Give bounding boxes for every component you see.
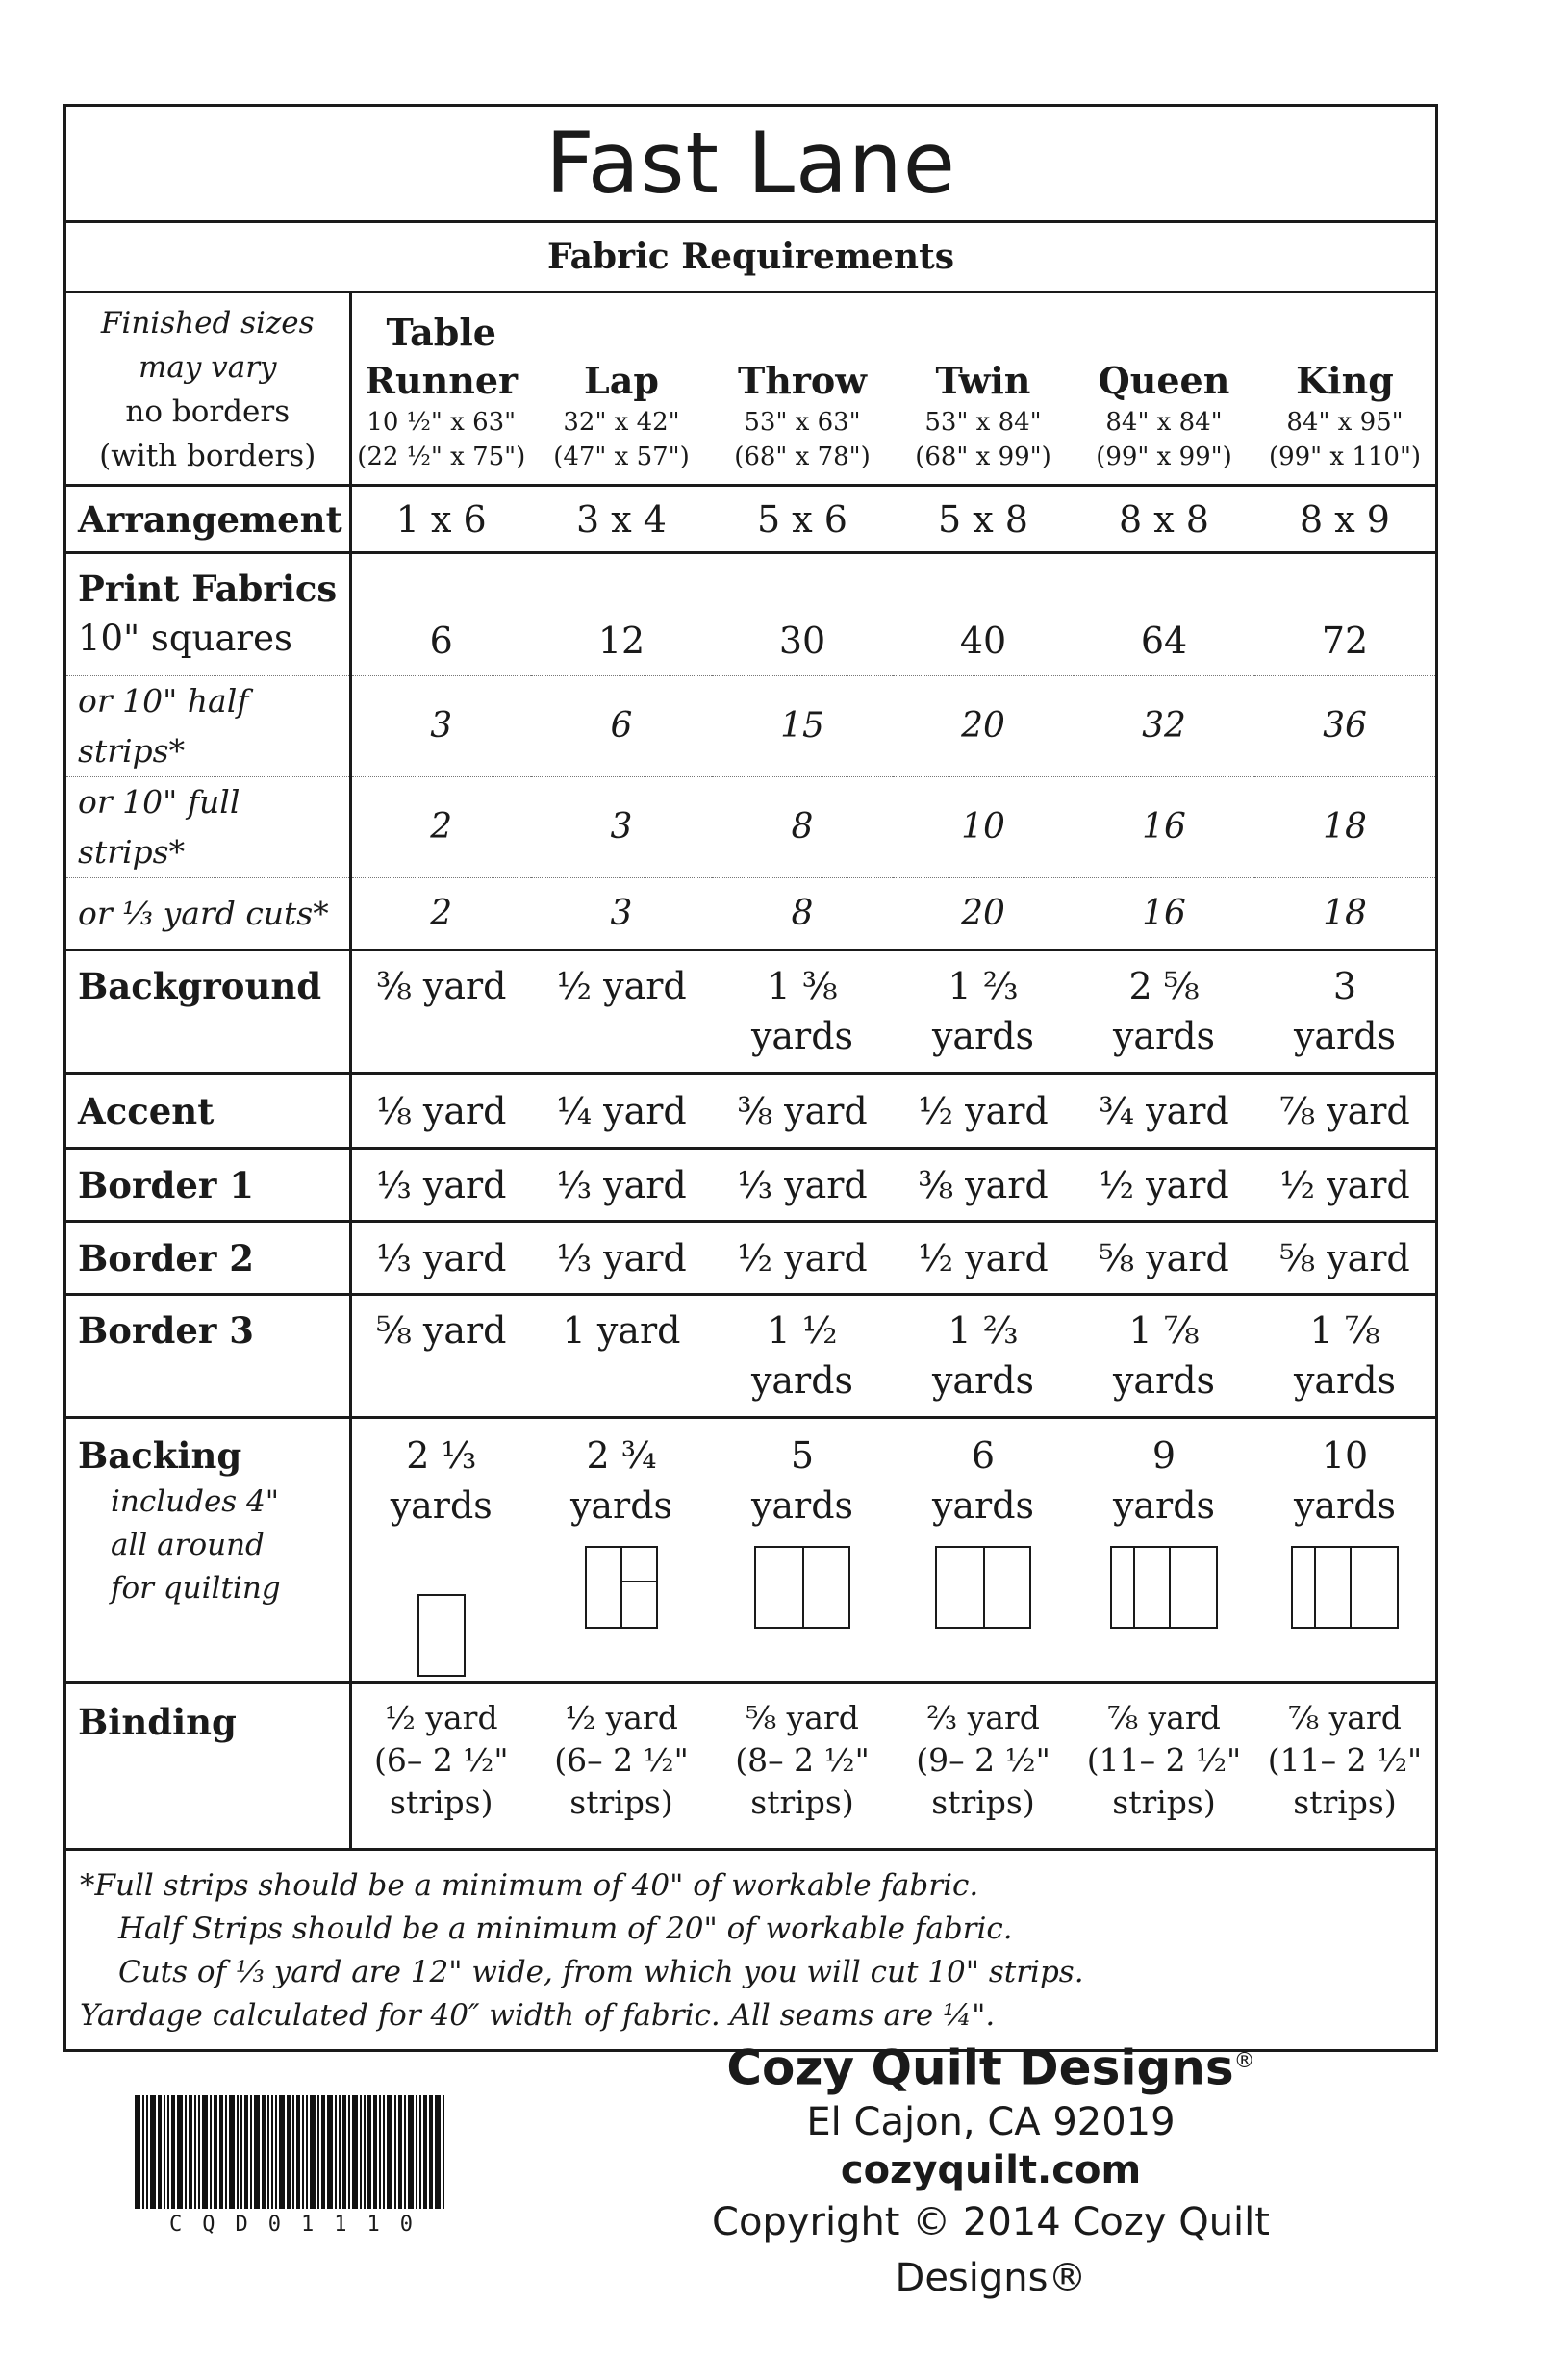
border2-row <box>66 1222 1435 1295</box>
company-name <box>625 2032 1356 2098</box>
barcode-bar <box>404 2095 406 2209</box>
cell: 40 <box>893 553 1074 676</box>
size-dim-bordered: (47" x 57") <box>553 443 690 471</box>
border1-row <box>66 1149 1435 1222</box>
background-row <box>66 950 1435 1074</box>
no-borders-text: no borders <box>125 394 291 429</box>
barcode-bar <box>387 2095 392 2209</box>
cell: 5 x 8 <box>893 486 1074 553</box>
size-lap <box>531 293 712 486</box>
split-panel-icon <box>585 1546 658 1629</box>
barcode-bar <box>267 2095 269 2209</box>
cell: 2 ¾ yards <box>569 1434 673 1527</box>
cell: ⅓ yard <box>712 1149 893 1222</box>
barcode-bar <box>150 2095 156 2209</box>
barcode-bar <box>360 2095 362 2209</box>
cell: ¾ yard <box>1074 1074 1254 1149</box>
arrangement-row <box>66 486 1435 553</box>
cell: 2 <box>350 777 531 878</box>
barcode-bar <box>225 2095 227 2209</box>
two-panel-icon <box>935 1546 1031 1629</box>
cell: 15 <box>712 676 893 777</box>
yard-cuts-row <box>66 878 1435 950</box>
may-vary-text: may vary <box>138 350 277 385</box>
backing-note: includes 4" <box>111 1484 280 1519</box>
cell: ⅛ yard <box>350 1074 531 1149</box>
cell: 32 <box>1074 676 1254 777</box>
copyright-text: Copyright © 2014 Cozy Quilt Designs® <box>712 2199 1270 2300</box>
size-twin <box>893 293 1074 486</box>
print-squares-row <box>66 553 1435 676</box>
barcode-bar <box>408 2095 414 2209</box>
barcode-bar <box>271 2095 273 2209</box>
size-dim: 10 ½" x 63" <box>367 408 517 437</box>
row-label: Backing <box>78 1434 242 1477</box>
fabric-requirements-sheet <box>63 104 1438 2052</box>
barcode-bar <box>275 2095 277 2209</box>
cell: 3 <box>531 878 712 950</box>
row-label: or 10" half strips* <box>78 682 249 770</box>
footnote: Half Strips should be a minimum of 20" of workable fabric. <box>118 1911 1013 1946</box>
barcode-bar <box>198 2095 200 2209</box>
backing-note: all around <box>111 1528 265 1562</box>
barcode-bar <box>254 2095 260 2209</box>
two-panel-icon <box>754 1546 850 1629</box>
barcode-bar <box>302 2095 304 2209</box>
barcode-bar <box>250 2095 252 2209</box>
row-label: Border 1 <box>78 1163 254 1206</box>
barcode-text: CQD01110 <box>169 2213 433 2237</box>
barcode-bar <box>327 2095 333 2209</box>
cell: 1 x 6 <box>350 486 531 553</box>
barcode-bar <box>135 2095 140 2209</box>
barcode-bar <box>310 2095 316 2209</box>
cell: 10 yards <box>1293 1434 1397 1527</box>
barcode-bar <box>348 2095 350 2209</box>
size-header-label <box>66 293 350 486</box>
company-website[interactable]: cozyquilt.com <box>840 2147 1142 2192</box>
size-dim-bordered: (99" x 99") <box>1096 443 1232 471</box>
size-dim: 84" x 84" <box>1105 408 1223 437</box>
row-sublabel: 10" squares <box>78 618 292 659</box>
cell: ½ yard <box>893 1222 1074 1295</box>
cell: 16 <box>1074 777 1254 878</box>
cell: 8 x 8 <box>1074 486 1254 553</box>
size-dim: 53" x 84" <box>924 408 1042 437</box>
row-label: or ⅓ yard cuts* <box>78 894 329 932</box>
size-dim-bordered: (68" x 99") <box>915 443 1051 471</box>
full-strips-row <box>66 777 1435 878</box>
barcode-bar <box>379 2095 381 2209</box>
barcode-bar <box>146 2095 148 2209</box>
footnote: Cuts of ⅓ yard are 12" wide, from which you will cut 10" strips. <box>118 1954 1084 1989</box>
cell: 18 <box>1254 878 1435 950</box>
barcode-bar <box>189 2095 192 2209</box>
cell: ⅓ yard <box>531 1149 712 1222</box>
barcode-bar <box>342 2095 346 2209</box>
cell: ½ yard <box>531 950 712 1074</box>
cell: 1 ⅔ yards <box>893 950 1074 1074</box>
cell: 2 ⅓ yards <box>390 1434 493 1527</box>
footnote: Yardage calculated for 40″ width of fabric. All seams are ¼". <box>80 1997 996 2033</box>
barcode-bar <box>352 2095 358 2209</box>
cell: 1 ⅜ yards <box>712 950 893 1074</box>
cell: 64 <box>1074 553 1254 676</box>
cell: 1 ½ yards <box>712 1295 893 1418</box>
cell: 8 <box>712 777 893 878</box>
barcode-bar <box>262 2095 266 2209</box>
three-panel-icon <box>1110 1546 1218 1629</box>
cell: ½ yard <box>712 1222 893 1295</box>
size-name: Lap <box>584 359 659 402</box>
barcode-bar <box>394 2095 396 2209</box>
cell: ⅓ yard <box>531 1222 712 1295</box>
row-label: Print Fabrics <box>78 568 338 610</box>
cell: 8 <box>712 878 893 950</box>
cell: ⅝ yard <box>1254 1222 1435 1295</box>
size-king <box>1254 293 1435 486</box>
cell: 16 <box>1074 878 1254 950</box>
cell: 1 ⅞ yards <box>1254 1295 1435 1418</box>
barcode-bar <box>339 2095 341 2209</box>
cell: ⅞ yard (11– 2 ½" strips) <box>1074 1683 1254 1848</box>
cell: ⅞ yard <box>1254 1074 1435 1149</box>
half-strips-row <box>66 676 1435 777</box>
barcode-bar <box>237 2095 239 2209</box>
requirements-table <box>66 293 1435 1848</box>
cell: ⅞ yard (11– 2 ½" strips) <box>1254 1683 1435 1848</box>
cell: 1 ⅔ yards <box>893 1295 1074 1418</box>
pattern-title: Fast Lane <box>66 107 1435 223</box>
size-dim: 84" x 95" <box>1286 408 1404 437</box>
barcode-bar <box>292 2095 294 2209</box>
barcode-bar <box>317 2095 319 2209</box>
barcode-bar <box>158 2095 162 2209</box>
backing-cell <box>1254 1418 1435 1683</box>
cell: 9 yards <box>1112 1434 1216 1527</box>
barcode-bar <box>335 2095 337 2209</box>
barcode-bar <box>214 2095 217 2209</box>
barcode-bar <box>219 2095 223 2209</box>
cell: 30 <box>712 553 893 676</box>
backing-cell <box>712 1418 893 1683</box>
cell: 5 yards <box>750 1434 854 1527</box>
backing-cell <box>893 1418 1074 1683</box>
cell: 3 yards <box>1254 950 1435 1074</box>
backing-cell <box>1074 1418 1254 1683</box>
size-name: King <box>1296 359 1394 402</box>
size-queen <box>1074 293 1254 486</box>
cell: 8 x 9 <box>1254 486 1435 553</box>
backing-note: for quilting <box>111 1571 281 1606</box>
size-dim: 32" x 42" <box>563 408 680 437</box>
size-name: Table Runner <box>365 311 519 402</box>
footnotes <box>66 1848 1435 2049</box>
barcode-bar <box>194 2095 196 2209</box>
cell: 20 <box>893 676 1074 777</box>
barcode-bars <box>135 2095 512 2209</box>
barcode-bar <box>423 2095 427 2209</box>
barcode-bar <box>244 2095 248 2209</box>
publisher-info <box>625 2032 1356 2306</box>
company-name-text: Cozy Quilt Designs <box>726 2039 1234 2096</box>
cell: ⅓ yard <box>350 1149 531 1222</box>
barcode-bar <box>306 2095 308 2209</box>
barcode-bar <box>435 2095 441 2209</box>
cell: 5 x 6 <box>712 486 893 553</box>
requirements-box <box>63 104 1438 2052</box>
cell: 2 ⅝ yards <box>1074 950 1254 1074</box>
cell: 3 <box>531 777 712 878</box>
cell: ⅝ yard <box>1074 1222 1254 1295</box>
company-address: El Cajon, CA 92019 <box>806 2099 1176 2144</box>
barcode-bar <box>429 2095 433 2209</box>
cell: 3 x 4 <box>531 486 712 553</box>
barcode-bar <box>443 2095 444 2209</box>
row-label: Border 2 <box>78 1236 254 1279</box>
size-dim-bordered: (99" x 110") <box>1268 443 1422 471</box>
cell: 6 <box>531 676 712 777</box>
barcode-bar <box>419 2095 421 2209</box>
row-label: Accent <box>78 1089 215 1132</box>
barcode-bar <box>185 2095 187 2209</box>
size-name: Queen <box>1098 359 1230 402</box>
barcode-bar <box>373 2095 377 2209</box>
cell: ½ yard <box>893 1074 1074 1149</box>
footnote: *Full strips should be a minimum of 40" of workable fabric. <box>80 1867 979 1903</box>
barcode-bar <box>171 2095 175 2209</box>
one-panel-icon <box>417 1594 466 1677</box>
cell: ½ yard <box>1254 1149 1435 1222</box>
finished-sizes-text: Finished sizes <box>100 306 315 341</box>
barcode-bar <box>167 2095 169 2209</box>
cell: ½ yard (6– 2 ½" strips) <box>350 1683 531 1848</box>
barcode-bar <box>202 2095 208 2209</box>
cell: 6 yards <box>931 1434 1035 1527</box>
backing-cell <box>531 1418 712 1683</box>
backing-row <box>66 1418 1435 1683</box>
cell: 10 <box>893 777 1074 878</box>
barcode-bar <box>164 2095 165 2209</box>
cell: 18 <box>1254 777 1435 878</box>
cell: ¼ yard <box>531 1074 712 1149</box>
accent-row <box>66 1074 1435 1149</box>
cell: ⅝ yard (8– 2 ½" strips) <box>712 1683 893 1848</box>
cell: ⅓ yard <box>350 1222 531 1295</box>
size-dim: 53" x 63" <box>744 408 861 437</box>
barcode-bar <box>229 2095 235 2209</box>
barcode-bar <box>296 2095 300 2209</box>
cell: ⅜ yard <box>350 950 531 1074</box>
cell: ⅜ yard <box>893 1149 1074 1222</box>
cell: ⅜ yard <box>712 1074 893 1149</box>
size-header-row <box>66 293 1435 486</box>
three-panel-icon <box>1291 1546 1399 1629</box>
row-label: Arrangement <box>78 497 342 541</box>
barcode-bar <box>279 2095 285 2209</box>
barcode-bar <box>367 2095 371 2209</box>
barcode-bar <box>142 2095 144 2209</box>
barcode-bar <box>287 2095 291 2209</box>
barcode-bar <box>210 2095 212 2209</box>
cell: 12 <box>531 553 712 676</box>
binding-row <box>66 1683 1435 1848</box>
row-label: Border 3 <box>78 1309 254 1352</box>
cell: 1 yard <box>531 1295 712 1418</box>
size-throw <box>712 293 893 486</box>
barcode-bar <box>240 2095 242 2209</box>
barcode-bar <box>177 2095 183 2209</box>
barcode <box>135 2095 512 2237</box>
backing-cell <box>350 1418 531 1683</box>
cell: 1 ⅞ yards <box>1074 1295 1254 1418</box>
border3-row <box>66 1295 1435 1418</box>
barcode-bar <box>383 2095 385 2209</box>
cell: ⅔ yard (9– 2 ½" strips) <box>893 1683 1074 1848</box>
cell: 2 <box>350 878 531 950</box>
section-heading: Fabric Requirements <box>66 223 1435 293</box>
row-label: or 10" full strips* <box>78 783 240 871</box>
row-label: Background <box>78 965 322 1007</box>
cell: 72 <box>1254 553 1435 676</box>
barcode-bar <box>364 2095 366 2209</box>
cell: ½ yard (6– 2 ½" strips) <box>531 1683 712 1848</box>
cell: 6 <box>350 553 531 676</box>
barcode-bar <box>416 2095 417 2209</box>
cell: 36 <box>1254 676 1435 777</box>
size-table-runner <box>350 293 531 486</box>
cell: ½ yard <box>1074 1149 1254 1222</box>
cell: ⅝ yard <box>350 1295 531 1418</box>
size-name: Twin <box>935 359 1031 402</box>
size-dim-bordered: (22 ½" x 75") <box>357 443 526 471</box>
barcode-bar <box>321 2095 325 2209</box>
with-borders-text: (with borders) <box>99 439 316 473</box>
row-label: Binding <box>78 1701 237 1743</box>
size-name: Throw <box>738 359 867 402</box>
barcode-bar <box>398 2095 402 2209</box>
cell: 20 <box>893 878 1074 950</box>
size-dim-bordered: (68" x 78") <box>734 443 871 471</box>
cell: 3 <box>350 676 531 777</box>
registered-mark: ® <box>1233 2049 1255 2073</box>
